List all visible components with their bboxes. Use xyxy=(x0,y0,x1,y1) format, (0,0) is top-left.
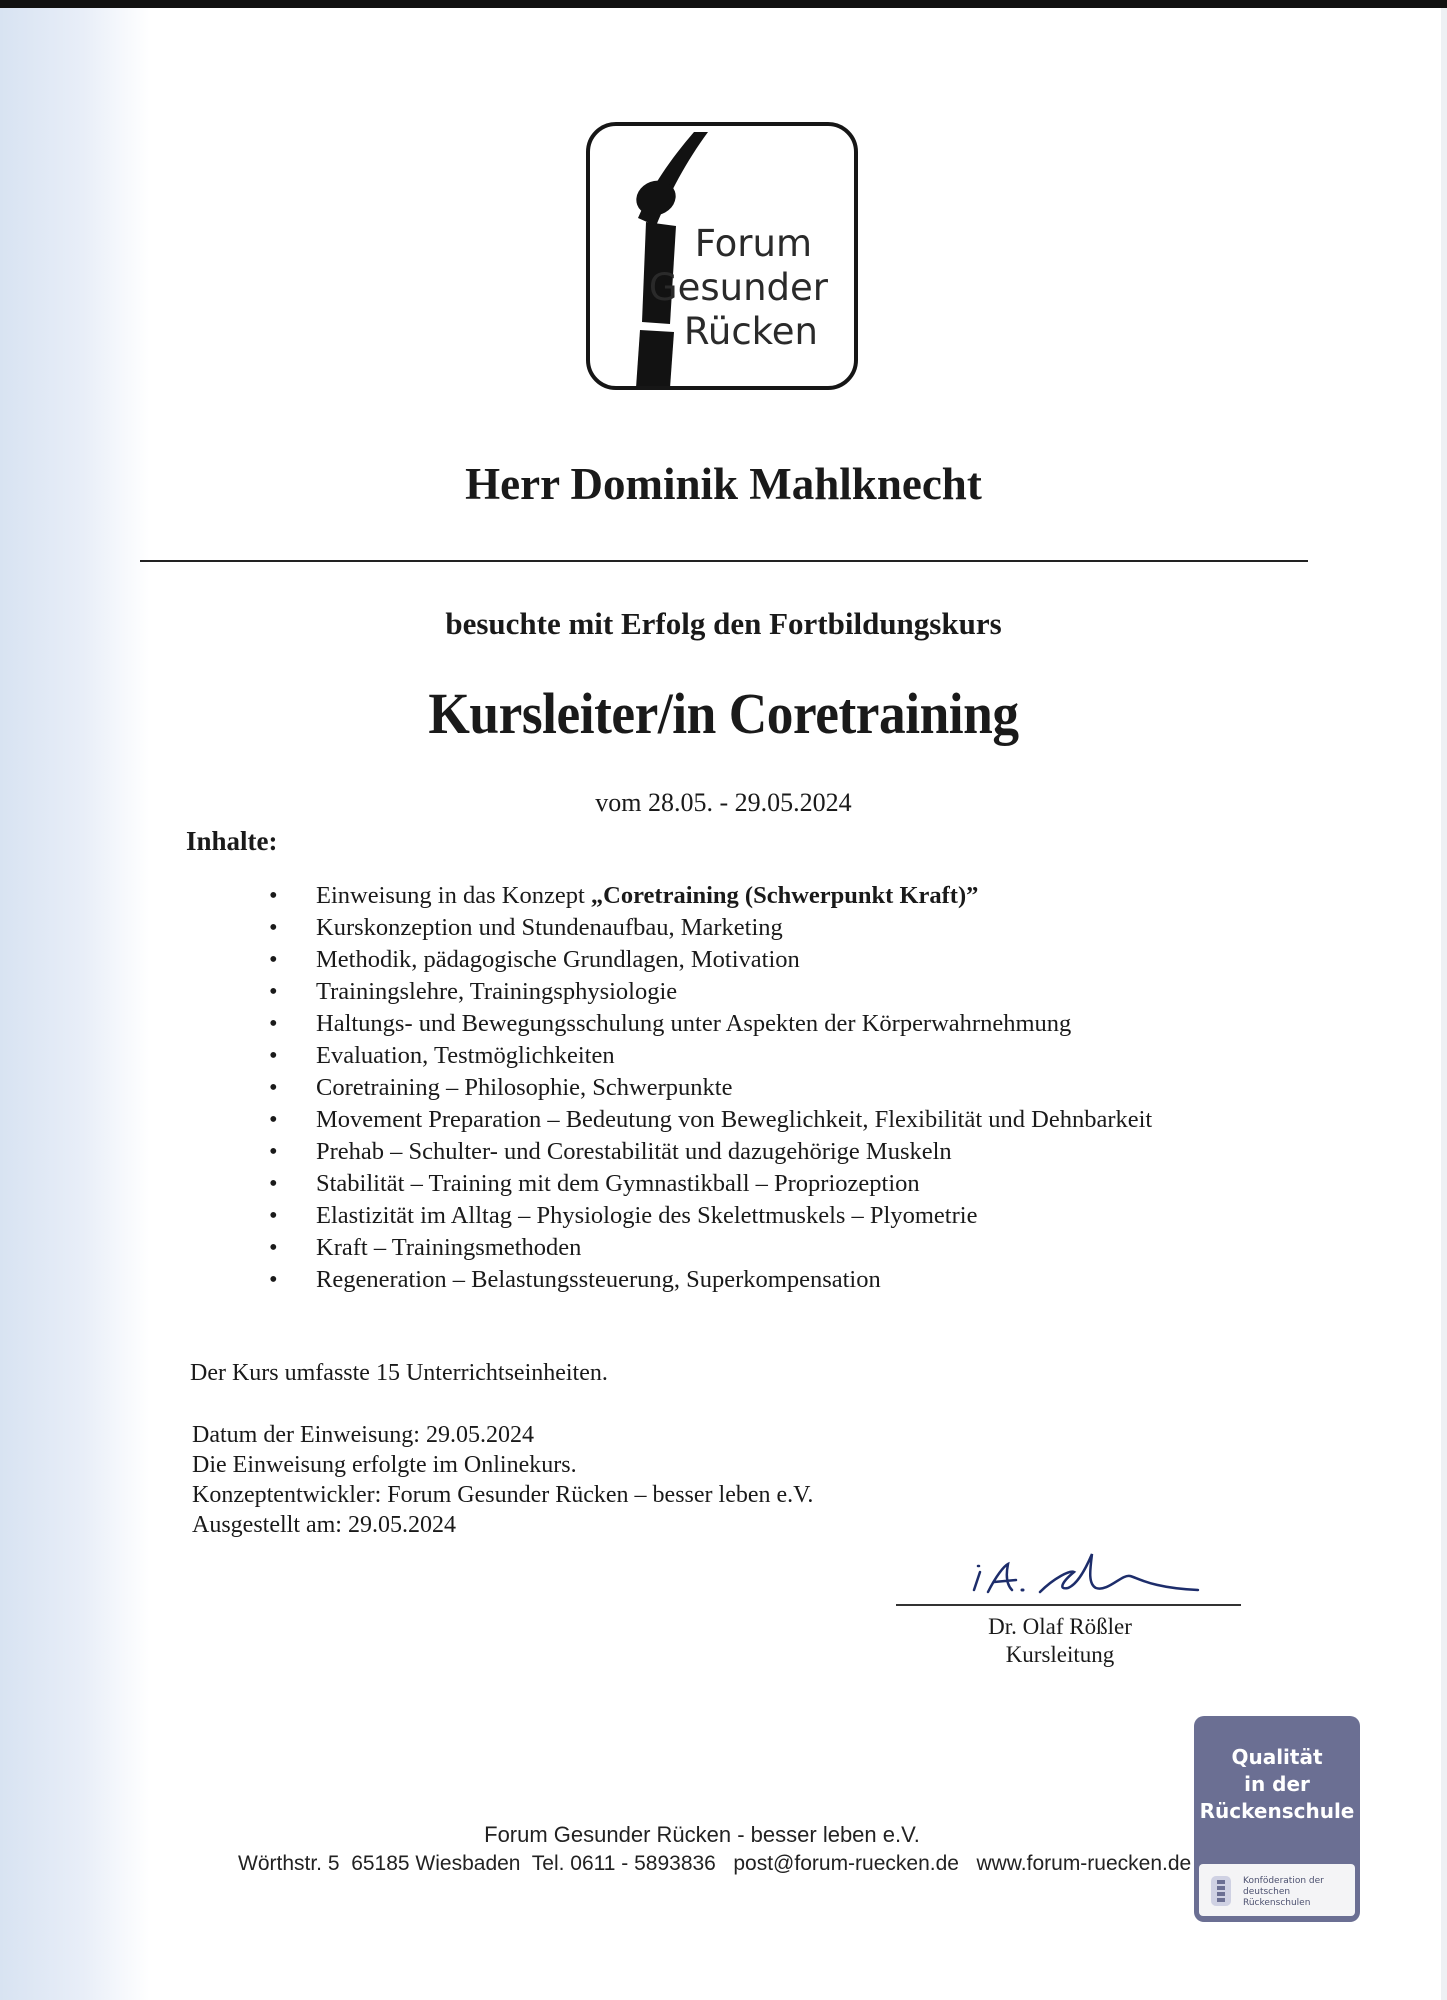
quality-badge-footer xyxy=(1199,1864,1355,1916)
bullet: • xyxy=(269,1234,278,1261)
bullet: • xyxy=(269,1074,278,1101)
certificate-intro: besuchte mit Erfolg den Fortbildungskurs xyxy=(445,606,1002,641)
course-units: Der Kurs umfasste 15 Unterrichtseinheiten. xyxy=(190,1360,608,1386)
list-item-text: Kraft – Trainingsmethoden xyxy=(316,1234,582,1261)
instruction-date: Datum der Einweisung: 29.05.2024 xyxy=(192,1422,534,1448)
list-item-text: Prehab – Schulter- und Corestabilität und dazugehörige Muskeln xyxy=(316,1138,952,1165)
course-title: Kursleiter/in Coretraining xyxy=(428,681,1019,746)
list-item-text: Elastizität im Alltag – Physiologie des Skelettmuskels – Plyometrie xyxy=(316,1202,978,1229)
footer-organization: Forum Gesunder Rücken - besser leben e.V. xyxy=(484,1822,920,1847)
divider-line xyxy=(140,560,1308,562)
concept-developer: Konzeptentwickler: Forum Gesunder Rücken – besser leben e.V. xyxy=(192,1482,814,1508)
list-item-text: Haltungs- und Bewegungsschulung unter Aspekten der Körperwahrnehmung xyxy=(316,1010,1072,1037)
bullet: • xyxy=(269,1202,278,1229)
list-item-text: Kurskonzeption und Stundenaufbau, Marketing xyxy=(316,914,783,941)
scan-right-edge xyxy=(1441,8,1447,2000)
logo-line-forum: Forum xyxy=(694,222,812,265)
list-item-emphasis: „Coretraining (Schwerpunkt Kraft)” xyxy=(590,882,979,909)
quality-badge-title: Qualität in der Rückenschule xyxy=(1199,1745,1355,1823)
logo-line-ruecken: Rücken xyxy=(683,310,818,353)
bullet: • xyxy=(269,1138,278,1165)
list-item-text: Evaluation, Testmöglichkeiten xyxy=(316,1042,615,1069)
signer-name: Dr. Olaf Rößler xyxy=(988,1614,1132,1639)
list-item-text: Einweisung in das Konzept xyxy=(316,882,591,909)
signature-line xyxy=(896,1604,1241,1606)
quality-badge xyxy=(1194,1716,1360,1922)
scan-edge-shading xyxy=(0,8,150,2000)
list-item-text: Methodik, pädagogische Grundlagen, Motivation xyxy=(316,946,800,973)
bullet: • xyxy=(269,1170,278,1197)
issue-date: Ausgestellt am: 29.05.2024 xyxy=(192,1512,456,1538)
bullet: • xyxy=(269,1266,278,1293)
logo-line-gesunder: Gesunder xyxy=(648,266,828,309)
bullet: • xyxy=(269,882,278,909)
course-date-range: vom 28.05. - 29.05.2024 xyxy=(595,788,852,817)
list-item-text: Regeneration – Belastungssteuerung, Superkompensation xyxy=(316,1266,881,1293)
bullet: • xyxy=(269,978,278,1005)
list-item-text: Trainingslehre, Trainingsphysiologie xyxy=(316,978,678,1005)
quality-badge-subtitle: Konföderation der deutschen Rückenschulen xyxy=(1243,1876,1324,1908)
bullet: • xyxy=(269,914,278,941)
bullet: • xyxy=(269,1042,278,1069)
contents-heading: Inhalte: xyxy=(186,826,278,856)
handwritten-signature xyxy=(962,1548,1212,1608)
instruction-mode: Die Einweisung erfolgte im Onlinekurs. xyxy=(192,1452,577,1478)
list-item-text: Coretraining – Philosophie, Schwerpunkte xyxy=(316,1074,733,1101)
forum-gesunder-ruecken-logo xyxy=(586,122,858,390)
bullet: • xyxy=(269,1010,278,1037)
recipient-name: Herr Dominik Mahlknecht xyxy=(465,459,982,509)
list-item-text: Stabilität – Training mit dem Gymnastikball – Propriozeption xyxy=(316,1170,920,1197)
course-details xyxy=(192,1420,813,1540)
spine-icon xyxy=(1207,1874,1237,1908)
list-item-text: Movement Preparation – Bedeutung von Beweglichkeit, Flexibilität und Dehnbarkeit xyxy=(316,1106,1153,1133)
bullet: • xyxy=(269,946,278,973)
page-top-border xyxy=(0,0,1447,8)
footer-address: Wörthstr. 5 65185 Wiesbaden Tel. 0611 - 5893836 post@forum-ruecken.de www.forum-ruecken.de xyxy=(238,1852,1192,1875)
bullet: • xyxy=(269,1106,278,1133)
logo-wordmark xyxy=(648,222,858,354)
signer-role: Kursleitung xyxy=(1005,1642,1115,1667)
